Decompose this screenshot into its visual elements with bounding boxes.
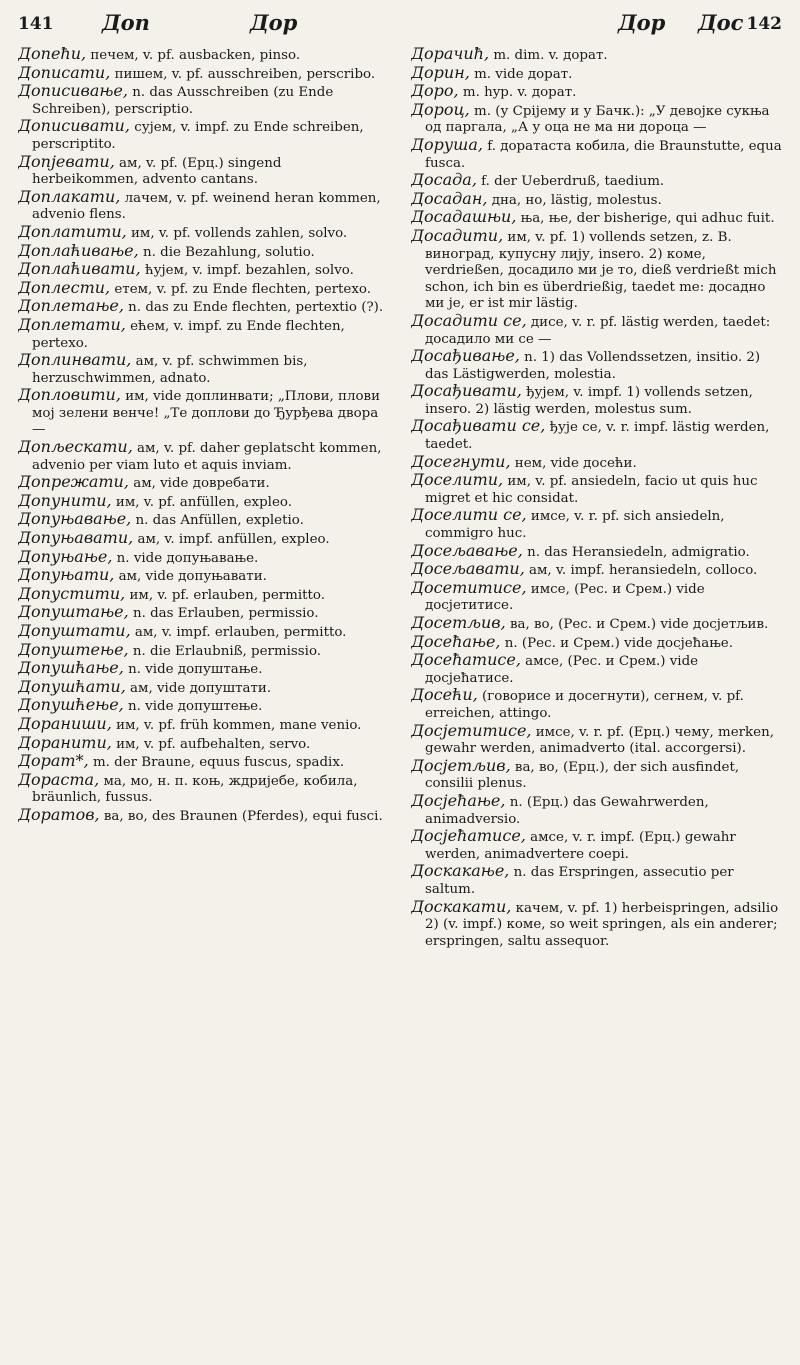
dictionary-entry [18, 186, 389, 224]
entry-definition: им, v. pf. 1) vollends setzen, z. B. виноград, купусну лију, insero. 2) коме, verdrießen, досадило ми је то, dieß verdrießt mich schon, ich bin es überdrießig, taedet me: досадно ми је, er ist mir lästig. [425, 229, 777, 312]
entry-headword: Допљескати, [18, 437, 133, 457]
entry-definition: качем, v. pf. 1) herbeispringen, adsilio 2) (v. impf.) коме, so weit springen, als ein anderer; erspringen, saltu assequor. [425, 900, 779, 949]
entry-definition: им, vide доплинвати; „Плови, плови мој зелени венче! „Те доплови до Ђурђева двора — [32, 389, 380, 438]
entry-definition: n. das Erspringen, assecutio per saltum. [425, 865, 734, 897]
dictionary-entry [411, 418, 782, 453]
dictionary-entry [411, 348, 782, 383]
dictionary-entry [411, 134, 782, 172]
entry-headword: Доплаћивати, [18, 259, 141, 279]
entry-headword: Допуњати, [18, 565, 115, 585]
entry-definition: f. доратаста кобила, die Braunstutte, equa fusca. [425, 138, 782, 171]
entry-definition: f. der Ueberdruß, taedium. [476, 174, 665, 190]
entry-definition: m. dim. v. дорат. [489, 48, 608, 63]
entry-definition: ам, vide допуњавати. [114, 569, 267, 585]
dictionary-entry [411, 755, 782, 793]
entry-definition: ња, ње, der bisherige, qui adhuc fuit. [516, 211, 775, 227]
entry-definition: ам, v. pf. (Ерц.) singend herbeikommen, advento cantans. [32, 155, 282, 188]
entry-headword: Досађивање, [411, 346, 520, 366]
entry-headword: Допушћање, [18, 658, 124, 678]
entry-definition: n. das Anfüllen, expletio. [131, 513, 304, 529]
entry-headword: Дораста, [18, 769, 100, 789]
entry-headword: Дорачиħ, [411, 46, 490, 63]
entry-headword: Дороц, [411, 99, 470, 119]
entry-definition: им, v. pf. aufbehalten, servo. [111, 736, 311, 752]
left-column [18, 46, 389, 1357]
entry-definition: ам, v. impf. erlauben, permitto. [130, 625, 347, 640]
entry-definition: ам, v. pf. daher geplatscht kommen, advenio per viam luto et aquis inviam. [32, 441, 382, 473]
dictionary-entry [411, 652, 782, 687]
entry-headword: Допуњање, [18, 546, 113, 566]
dictionary-entry [411, 62, 782, 84]
entry-definition: m. vide дорат. [469, 66, 573, 82]
entry-headword: Доро, [411, 81, 459, 101]
entry-definition: n. vide допуштење. [123, 699, 263, 715]
entry-headword: Допустити, [18, 583, 126, 603]
dictionary-entry [411, 225, 782, 313]
entry-headword: Дорат*, [18, 751, 89, 771]
entry-headword: Дoранити, [18, 732, 112, 752]
entry-headword: Доплести, [18, 277, 111, 297]
entry-definition: ам, vide довребати. [128, 476, 270, 492]
dictionary-entry [18, 83, 389, 118]
entry-columns [18, 46, 782, 1357]
entry-headword: Допушћати, [18, 676, 126, 696]
entry-headword: Доплаћивање, [18, 240, 139, 260]
entry-headword: Досеħатисе, [411, 650, 521, 670]
dictionary-entry [411, 507, 782, 542]
right-guide-word-1: Дор [618, 10, 666, 35]
entry-headword: Допуњавање, [18, 509, 132, 529]
entry-headword: Досегнути, [411, 451, 511, 471]
entry-headword: Доплетање, [18, 296, 124, 316]
dictionary-entry [411, 99, 782, 137]
entry-headword: Досјетљив, [411, 755, 511, 775]
entry-definition: n. (Рес. и Срем.) vide досјеħање. [500, 635, 733, 651]
entry-headword: Досељавати, [411, 559, 525, 579]
entry-definition: имсе, (Рес. и Срем.) vide досјетитисе. [425, 581, 705, 614]
entry-definition: им, v. pf. früh kommen, mane venio. [111, 717, 362, 733]
entry-definition: ам, vide допуштати. [125, 680, 272, 696]
entry-headword: Допунити, [18, 490, 112, 510]
entry-definition: n. vide допуњавање. [112, 550, 259, 566]
left-guide-word-1: Доп [102, 10, 150, 35]
entry-headword: Дописати, [18, 62, 111, 82]
entry-definition: имсе, v. r. pf. (Ерц.) чему, merken, gewahr werden, animadverto (ital. accorgersi). [425, 724, 774, 757]
entry-definition: дна, но, lästig, molestus. [487, 192, 662, 208]
entry-definition: ам, v. impf. heransiedeln, colloco. [524, 563, 758, 579]
entry-headword: Доселити, [411, 470, 504, 490]
entry-headword: Дописивање, [18, 81, 128, 101]
entry-headword: Досеħање, [411, 631, 501, 651]
dictionary-entry [18, 314, 389, 352]
right-page-number: 142 [746, 14, 782, 34]
dictionary-entry [411, 472, 782, 507]
entry-definition: n. die Erlaubniß, permissio. [128, 643, 322, 659]
entry-definition: амсе, (Рес. и Срем.) vide досјеħатисе. [425, 654, 699, 686]
dictionary-entry [411, 383, 782, 418]
entry-definition: ећем, v. impf. zu Ende flechten, pertexo. [32, 318, 345, 351]
entry-headword: Досадашњи, [411, 207, 517, 227]
entry-headword: Доселити се, [411, 505, 527, 525]
entry-headword: Досадити, [411, 225, 504, 245]
entry-definition: n. (Ерц.) das Gewahrwerden, animadversio. [425, 794, 709, 827]
entry-definition: лачем, v. pf. weinend heran kommen, advenio flens. [32, 190, 381, 223]
entry-definition: m. hyp. v. дорат. [458, 85, 577, 101]
entry-definition: m. (у Срijему и у Бачк.): „У девојке сукња од паргала, „А у оца не ма ни дороца — [425, 103, 770, 136]
dictionary-entry [411, 310, 782, 348]
dictionary-entry [411, 863, 782, 898]
entry-definition: n. das Ausschreiben (zu Ende Schreiben), perscriptio. [32, 85, 334, 117]
dictionary-entry [18, 387, 389, 439]
entry-headword: Доскакање, [411, 861, 510, 881]
entry-headword: Досјеħање, [411, 790, 506, 810]
entry-definition: сујем, v. impf. zu Ende schreiben, perscriptito. [32, 120, 364, 152]
entry-definition: ам, v. pf. schwimmen bis, herzuschwimmen, adnato. [32, 354, 308, 386]
entry-headword: Доруша, [411, 134, 483, 154]
entry-headword: Досјетитисе, [411, 720, 532, 740]
entry-headword: Досађивати, [411, 381, 522, 401]
entry-definition: ђујем, v. impf. 1) vollends setzen, insero. 2) lästig werden, molestus sum. [425, 385, 753, 417]
entry-definition: амсе, v. r. impf. (Ерц.) gewahr werden, animadvertere coepi. [425, 830, 736, 862]
entry-headword: Досадан, [411, 188, 488, 208]
entry-headword: Допрежати, [18, 472, 129, 492]
dictionary-entry [411, 720, 782, 758]
dictionary-entry [18, 769, 389, 807]
entry-definition: n. das zu Ende flechten, pertextio (?). [123, 300, 384, 316]
dictionary-entry [18, 151, 389, 189]
entry-headword: Допушћење, [18, 695, 124, 715]
entry-headword: Досетитисе, [411, 577, 527, 597]
entry-definition: дисе, v. r. pf. lästig werden, taedet: досадило ми се — [425, 314, 771, 347]
entry-definition: имсе, v. r. pf. sich ansiedeln, commigro huc. [425, 509, 725, 542]
left-page-number: 141 [18, 14, 54, 34]
entry-headword: Доплатити, [18, 221, 127, 241]
entry-definition: n. das Heransiedeln, admigratio. [522, 544, 750, 560]
entry-definition: n. vide допуштање. [123, 662, 263, 678]
entry-definition: ам, v. impf. anfüllen, expleo. [133, 532, 330, 548]
left-guide-word-2: Дор [250, 10, 298, 35]
entry-headword: Дораниши, [18, 713, 112, 733]
entry-definition: им, v. pf. ansiedeln, facio ut quis huc migret et hic considat. [425, 474, 758, 506]
dictionary-entry [411, 577, 782, 615]
entry-definition: нем, vide досећи. [510, 455, 637, 471]
entry-definition: ћујем, v. impf. bezahlen, solvo. [140, 263, 354, 279]
dictionary-entry [18, 439, 389, 474]
dictionary-entry [18, 118, 389, 153]
entry-headword: Дорин, [411, 62, 470, 82]
entry-definition: ва, во, (Рес. и Срем.) vide досјетљив. [505, 617, 769, 632]
entry-definition: им, v. pf. anfüllen, expleo. [111, 494, 292, 510]
dictionary-entry [18, 804, 389, 826]
entry-headword: Доскакати, [411, 896, 512, 916]
entry-definition: n. 1) das Vollendssetzen, insitio. 2) das Lästigwerden, molestia. [425, 350, 761, 382]
entry-definition: n. das Erlauben, permissio. [128, 606, 319, 622]
right-guide-word-2: Дос [698, 10, 744, 35]
entry-definition: етем, v. pf. zu Ende flechten, pertexo. [110, 281, 371, 297]
entry-headword: Досађивати се, [411, 416, 546, 436]
right-column [411, 46, 782, 1357]
entry-headword: Досадити се, [411, 310, 527, 330]
dictionary-entry [411, 790, 782, 828]
page-header [18, 10, 782, 44]
dictionary-entry [411, 687, 782, 722]
entry-definition: печем, v. pf. ausbacken, pinso. [86, 48, 301, 63]
entry-headword: Доратов, [18, 804, 100, 824]
entry-headword: Дописивати, [18, 116, 130, 136]
entry-headword: Допјевати, [18, 151, 115, 171]
entry-headword: Досада, [411, 170, 477, 190]
entry-headword: Допуњавати, [18, 528, 134, 548]
entry-headword: Доплетати, [18, 314, 126, 334]
entry-definition: m. der Braune, equus fuscus, spadix. [88, 755, 345, 771]
entry-headword: Доплoвити, [18, 385, 121, 405]
dictionary-entry [411, 828, 782, 863]
entry-definition: ђује се, v. r. impf. lästig werden, taedet. [425, 420, 770, 453]
entry-headword: Допуштати, [18, 621, 131, 640]
entry-headword: Досетљив, [411, 613, 506, 632]
entry-definition: (говорисе и досегнути), сегнем, v. pf. erreichen, attingo. [425, 689, 744, 721]
entry-definition: n. die Bezahlung, solutio. [138, 244, 315, 260]
entry-definition: ва, во, des Braunen (Pferdes), equi fusci. [99, 808, 383, 824]
entry-headword: Досећи, [411, 685, 478, 705]
entry-headword: Допуштање, [18, 602, 129, 622]
entry-definition: им, v. pf. vollends zahlen, solvo. [126, 225, 348, 241]
entry-headword: Допуштење, [18, 639, 129, 659]
dictionary-entry [18, 352, 389, 387]
entry-headword: Досјеħатисе, [411, 826, 526, 846]
dictionary-entry [411, 896, 782, 951]
entry-headword: Доплинвати, [18, 350, 132, 370]
entry-headword: Допеħи, [18, 46, 87, 63]
entry-definition: пишем, v. pf. ausschreiben, perscribo. [110, 66, 376, 82]
entry-headword: Доплакати, [18, 186, 121, 206]
entry-headword: Досељавање, [411, 540, 523, 560]
entry-definition: ма, мо, н. п. коњ, ждријебе, кобила, bräunlich, fussus. [32, 773, 358, 806]
entry-definition: им, v. pf. erlauben, permitto. [125, 587, 325, 603]
entry-definition: ва, во, (Ерц.), der sich ausfindet, consilii plenus. [425, 759, 740, 792]
